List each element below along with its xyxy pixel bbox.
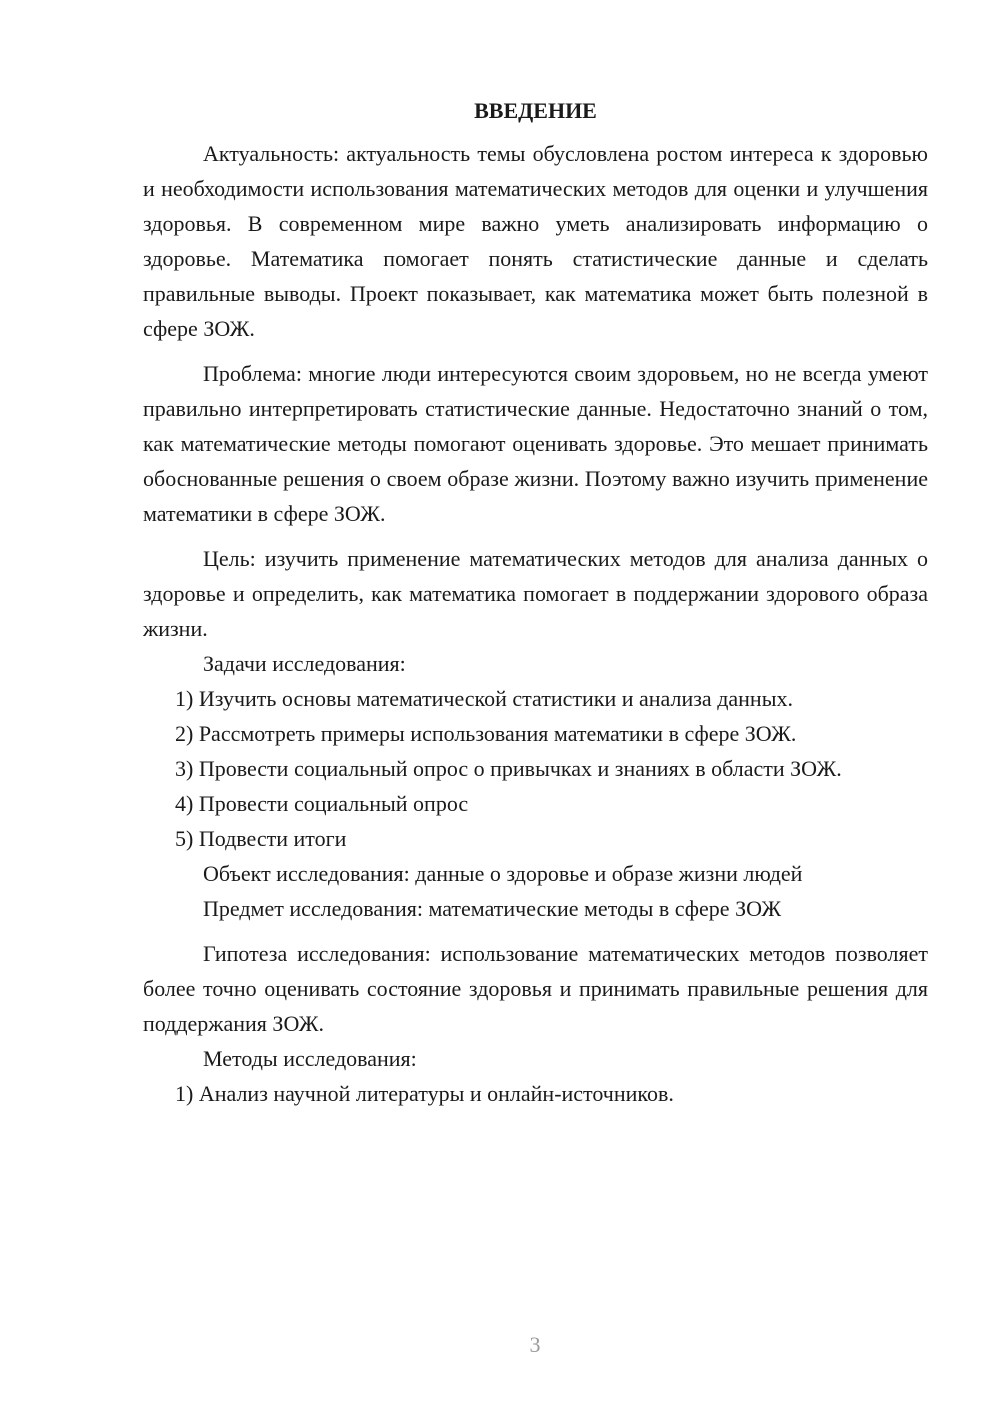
- page-content: [143, 93, 928, 1111]
- relevance-paragraph: Актуальность: актуальность темы обусловлена ростом интереса к здоровью и необходимости использования математических методов для оценки и улучшения здоровья. В современном мире важно уметь анализировать информацию о здоровье. Математика помогает понять статистические данные и сделать правильные выводы. Проект показывает, как математика может быть полезной в сфере ЗОЖ.: [143, 141, 928, 341]
- task-item-2: 2) Рассмотреть примеры использования математики в сфере ЗОЖ.: [175, 721, 797, 746]
- task-item-4: 4) Провести социальный опрос: [175, 791, 469, 816]
- object-line: Объект исследования: данные о здоровье и образе жизни людей: [203, 861, 803, 886]
- hypothesis-paragraph: Гипотеза исследования: использование математических методов позволяет более точно оценивать состояние здоровья и принимать правильные решения для поддержания ЗОЖ.: [143, 941, 928, 1036]
- section-heading: ВВЕДЕНИЕ: [474, 98, 597, 123]
- task-item-5: 5) Подвести итоги: [175, 826, 347, 851]
- tasks-title: Задачи исследования:: [203, 651, 406, 676]
- page-number: 3: [529, 1332, 541, 1357]
- task-item-3: 3) Провести социальный опрос о привычках и знаниях в области ЗОЖ.: [175, 756, 842, 781]
- task-item-1: 1) Изучить основы математической статистики и анализа данных.: [175, 686, 793, 711]
- goal-paragraph: Цель: изучить применение математических методов для анализа данных о здоровье и определить, как математика помогает в поддержании здорового образа жизни.: [143, 546, 928, 641]
- method-item-1: 1) Анализ научной литературы и онлайн-источников.: [175, 1081, 674, 1106]
- subject-line: Предмет исследования: математические методы в сфере ЗОЖ: [203, 896, 782, 921]
- methods-title: Методы исследования:: [203, 1046, 417, 1071]
- problem-paragraph: Проблема: многие люди интересуются своим здоровьем, но не всегда умеют правильно интерпретировать статистические данные. Недостаточно знаний о том, как математические методы помогают оценивать здоровье. Это мешает принимать обоснованные решения о своем образе жизни. Поэтому важно изучить применение математики в сфере ЗОЖ.: [143, 361, 928, 526]
